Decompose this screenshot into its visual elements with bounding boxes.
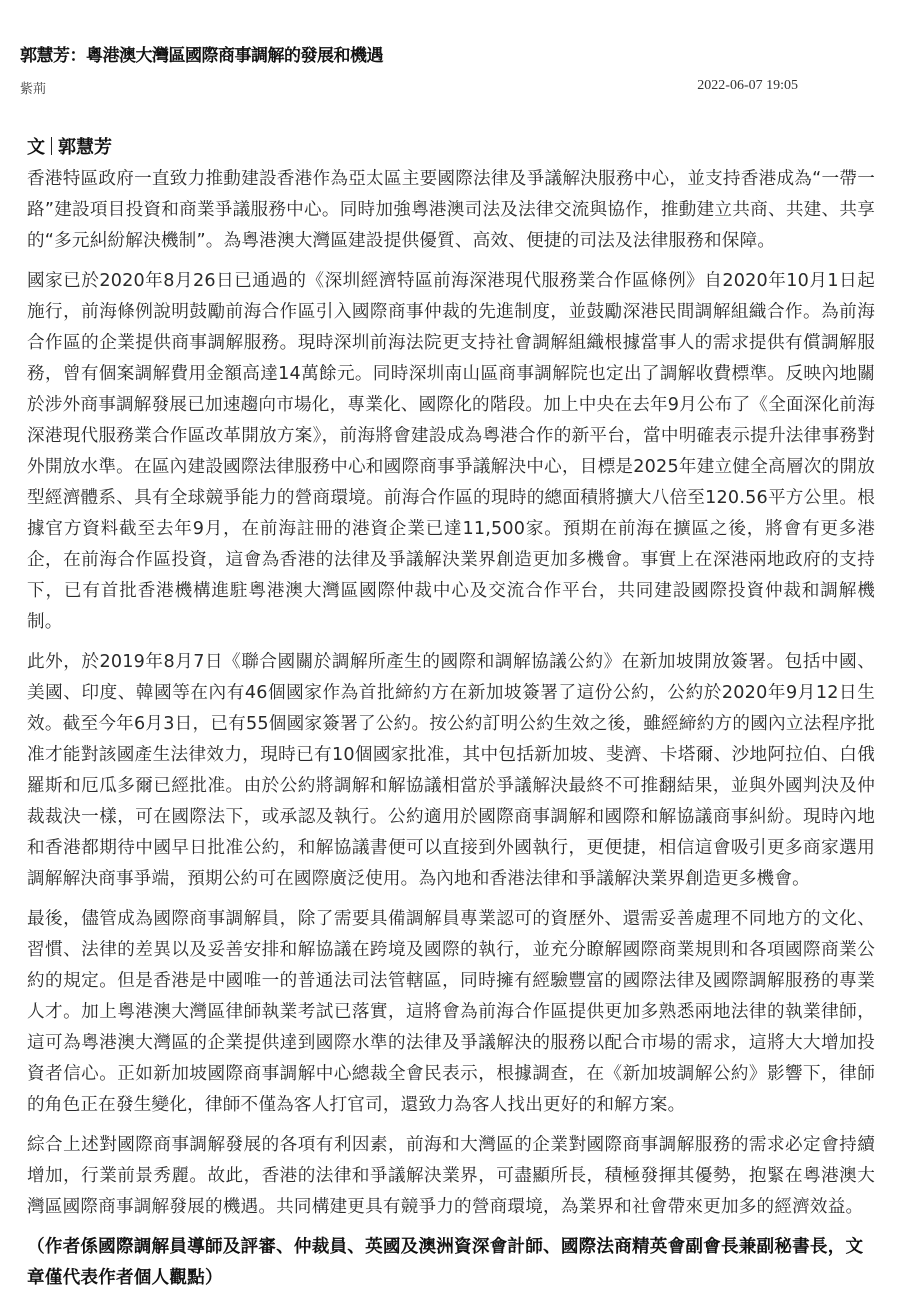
article-datetime: 2022-06-07 19:05 bbox=[697, 78, 798, 93]
article-meta bbox=[20, 78, 798, 97]
author-note: （作者係國際調解員導師及評審、仲裁員、英國及澳洲資深會計師、國際法商精英會副會長兼副秘書長，文章僅代表作者個人觀點） bbox=[27, 1237, 864, 1288]
article-source: 紫荊 bbox=[20, 82, 47, 97]
paragraph: 綜合上述對國際商事調解發展的各項有利因素，前海和大灣區的企業對國際商事調解服務的需求必定會持續增加，行業前景秀麗。故此，香港的法律和爭議解決業界，可盡顯所長，積極發揮其優勢，抱緊在粵港澳大灣區國際商事調解發展的機遇。共同構建更具有競爭力的營商環境，為業界和社會帶來更加多的經濟效益。 bbox=[27, 1135, 875, 1217]
byline-prefix: 文 bbox=[27, 137, 45, 158]
byline-divider bbox=[51, 137, 52, 155]
article-body bbox=[27, 164, 875, 1294]
paragraph: 國家已於2020年8月26日已通過的《深圳經濟特區前海深港現代服務業合作區條例》自2020年10月1日起施行，前海條例說明鼓勵前海合作區引入國際商事仲裁的先進制度，並鼓勵深港民間調解組織合作。為前海合作區的企業提供商事調解服務。現時深圳前海法院更支持社會調解組織根據當事人的需求提供有償調解服務，曾有個案調解費用金額高達14萬餘元。同時深圳南山區商事調解院也定出了調解收費標準。反映內地關於涉外商事調解發展已加速趨向市場化，專業化、國際化的階段。加上中央在去年9月公布了《全面深化前海深港現代服務業合作區改革開放方案》，前海將會建設成為粵港合作的新平台，當中明確表示提升法律事務對外開放水準。在區內建設國際法律服務中心和國際商事爭議解決中心，目標是2025年建立健全高層次的開放型經濟體系、具有全球競爭能力的營商環境。前海合作區的現時的總面積將擴大八倍至120.56平方公里。根據官方資料截至去年9月，在前海註冊的港資企業已達11,500家。預期在前海在擴區之後，將會有更多港企，在前海合作區投資，這會為香港的法律及爭議解決業界創造更加多機會。事實上在深港兩地政府的支持下，已有首批香港機構進駐粵港澳大灣區國際仲裁中心及交流合作平台，共同建設國際投資仲裁和調解機制。 bbox=[27, 271, 875, 632]
article-title: 郭慧芳：粵港澳大灣區國際商事調解的發展和機遇 bbox=[20, 46, 383, 67]
paragraph: 此外，於2019年8月7日《聯合國關於調解所產生的國際和調解協議公約》在新加坡開放簽署。包括中國、美國、印度、韓國等在內有46個國家作為首批締約方在新加坡簽署了這份公約，公約於2020年9月12日生效。截至今年6月3日，已有55個國家簽署了公約。按公約訂明公約生效之後，雖經締約方的國內立法程序批准才能對該國產生法律效力，現時已有10個國家批准，其中包括新加坡、斐濟、卡塔爾、沙地阿拉伯、白俄羅斯和厄瓜多爾已經批准。由於公約將調解和解協議相當於爭議解決最終不可推翻結果，並與外國判決及仲裁裁決一樣，可在國際法下，或承認及執行。公約適用於國際商事調解和國際和解協議商事糾紛。現時內地和香港都期待中國早日批准公約，和解協議書便可以直接到外國執行，更便捷，相信這會吸引更多商家選用調解解決商事爭端，預期公約可在國際廣泛使用。為內地和香港法律和爭議解決業界創造更多機會。 bbox=[27, 652, 875, 889]
byline bbox=[27, 133, 112, 159]
paragraph: 香港特區政府一直致力推動建設香港作為亞太區主要國際法律及爭議解決服務中心，並支持香港成為“一帶一路”建設項目投資和商業爭議服務中心。同時加強粵港澳司法及法律交流與協作，推動建立共商、共建、共享的“多元糾紛解決機制”。為粵港澳大灣區建設提供優質、高效、便捷的司法及法律服務和保障。 bbox=[27, 169, 875, 251]
byline-author: 郭慧芳 bbox=[58, 137, 112, 158]
paragraph: 最後，儘管成為國際商事調解員，除了需要具備調解員專業認可的資歷外、還需妥善處理不同地方的文化、習慣、法律的差異以及妥善安排和解協議在跨境及國際的執行，並充分瞭解國際商業規則和各項國際商業公約的規定。但是香港是中國唯一的普通法司法管轄區，同時擁有經驗豐富的國際法律及國際調解服務的專業人才。加上粵港澳大灣區律師執業考試已落實，這將會為前海合作區提供更加多熟悉兩地法律的執業律師，這可為粵港澳大灣區的企業提供達到國際水準的法律及爭議解決的服務以配合市場的需求，這將大大增加投資者信心。正如新加坡國際商事調解中心總裁全會民表示，根據調查，在《新加坡調解公約》影響下，律師的角色正在發生變化，律師不僅為客人打官司，還致力為客人找出更好的和解方案。 bbox=[27, 909, 875, 1115]
